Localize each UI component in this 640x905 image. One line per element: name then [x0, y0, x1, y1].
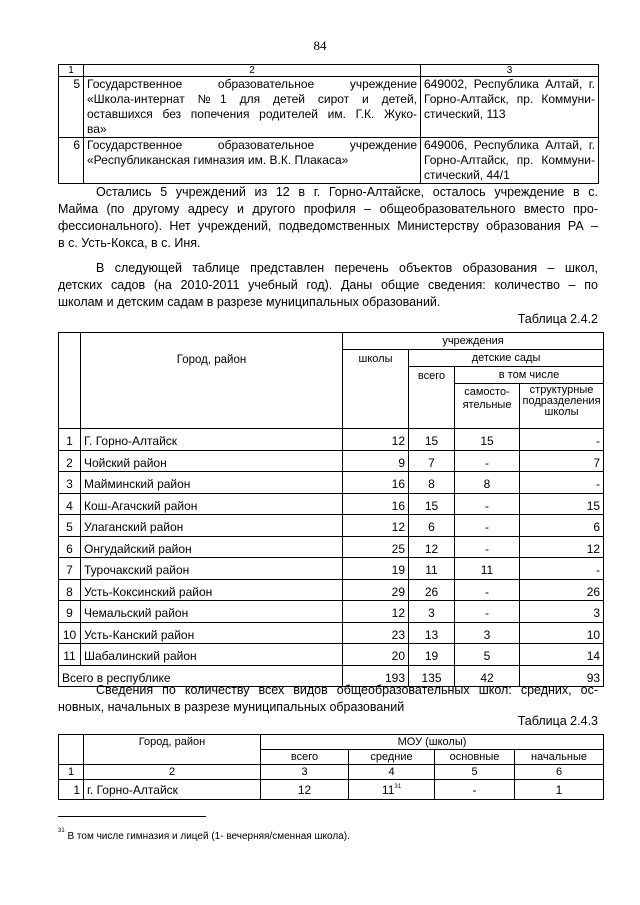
row-number: 6: [59, 138, 84, 184]
page-number: 84: [313, 38, 327, 53]
row-number: 6: [59, 536, 81, 558]
district-name: Шабалинский район: [81, 644, 343, 666]
kindergartens-independent: -: [455, 579, 520, 601]
col-number: 2: [84, 765, 261, 780]
schools-count: 12: [343, 515, 409, 537]
header-independent: самосто- ятельные: [455, 384, 520, 429]
kindergartens-structural: 14: [520, 644, 604, 666]
row-number: 8: [59, 579, 81, 601]
total-kindergartens: 135: [409, 665, 455, 687]
header-kindergartens-total: всего: [409, 367, 455, 429]
header-mou: МОУ (школы): [261, 735, 604, 750]
row-number: 1: [59, 780, 84, 800]
row-number: 5: [59, 515, 81, 537]
institutions-table-continued: [58, 64, 599, 184]
kindergartens-total: 13: [409, 622, 455, 644]
row-number: 1: [59, 429, 81, 451]
schools-count: 12: [343, 601, 409, 623]
schools-total: 12: [261, 780, 349, 800]
row-number: 3: [59, 472, 81, 494]
kindergartens-independent: -: [455, 515, 520, 537]
header-total: всего: [261, 750, 349, 765]
column-number-row: [59, 765, 604, 780]
kindergartens-structural: 26: [520, 579, 604, 601]
table-caption: Таблица 2.4.3: [517, 714, 598, 728]
table-row: [59, 558, 604, 580]
header-basic: основные: [435, 750, 515, 765]
table-row: [59, 450, 604, 472]
header-city: Город, район: [81, 333, 343, 429]
col-number: 3: [261, 765, 349, 780]
table-row: [59, 493, 604, 515]
kindergartens-structural: 12: [520, 536, 604, 558]
header-primary: начальные: [515, 750, 604, 765]
district-name: Усть-Канский район: [81, 622, 343, 644]
kindergartens-independent: 8: [455, 472, 520, 494]
kindergartens-structural: 15: [520, 493, 604, 515]
header-institutions: учреждения: [343, 333, 604, 350]
header-secondary: средние: [349, 750, 435, 765]
col-number: 6: [515, 765, 604, 780]
kindergartens-independent: -: [455, 601, 520, 623]
kindergartens-structural: 6: [520, 515, 604, 537]
city-name: г. Горно-Алтайск: [84, 780, 261, 800]
schools-count: 16: [343, 472, 409, 494]
col-number: 1: [59, 65, 84, 77]
education-objects-table: [58, 332, 604, 687]
row-number: 7: [59, 558, 81, 580]
kindergartens-total: 6: [409, 515, 455, 537]
footnote-mark: 31: [58, 828, 65, 834]
kindergartens-independent: 5: [455, 644, 520, 666]
kindergartens-total: 8: [409, 472, 455, 494]
col-number: 5: [435, 765, 515, 780]
col-number: 3: [421, 65, 599, 77]
table-row: [59, 138, 599, 184]
footnote-separator: [58, 816, 206, 817]
district-name: Кош-Агачский район: [81, 493, 343, 515]
table-row: [59, 644, 604, 666]
row-number: 9: [59, 601, 81, 623]
kindergartens-total: 11: [409, 558, 455, 580]
header-number: [59, 735, 84, 765]
table-row: [59, 579, 604, 601]
header-structural: структурные подразделения школы: [520, 384, 604, 429]
header-schools: школы: [343, 350, 409, 429]
district-name: Чемальский район: [81, 601, 343, 623]
kindergartens-independent: 11: [455, 558, 520, 580]
table-row: [59, 77, 599, 138]
col-number: 4: [349, 765, 435, 780]
table-caption: Таблица 2.4.2: [517, 312, 598, 326]
header-city: Город, район: [84, 735, 261, 765]
schools-count: 19: [343, 558, 409, 580]
district-name: Турочакский район: [81, 558, 343, 580]
table-row: [59, 601, 604, 623]
kindergartens-structural: 7: [520, 450, 604, 472]
row-number: 4: [59, 493, 81, 515]
kindergartens-structural: 3: [520, 601, 604, 623]
footnote-ref: 31: [394, 783, 402, 790]
district-name: Онгудайский район: [81, 536, 343, 558]
district-name: Майминский район: [81, 472, 343, 494]
table-row: [59, 622, 604, 644]
kindergartens-total: 26: [409, 579, 455, 601]
district-name: Улаганский район: [81, 515, 343, 537]
kindergartens-total: 19: [409, 644, 455, 666]
table-row: [59, 429, 604, 451]
total-schools: 193: [343, 665, 409, 687]
row-number: 10: [59, 622, 81, 644]
kindergartens-structural: -: [520, 558, 604, 580]
schools-count: 25: [343, 536, 409, 558]
kindergartens-total: 3: [409, 601, 455, 623]
kindergartens-structural: -: [520, 429, 604, 451]
col-number: 2: [84, 65, 421, 77]
kindergartens-independent: 15: [455, 429, 520, 451]
col-number: 1: [59, 765, 84, 780]
kindergartens-structural: 10: [520, 622, 604, 644]
district-name: Усть-Коксинский район: [81, 579, 343, 601]
district-name: Г. Горно-Алтайск: [81, 429, 343, 451]
schools-secondary: $11^{31}$: [349, 780, 435, 800]
kindergartens-total: 15: [409, 429, 455, 451]
kindergartens-total: 15: [409, 493, 455, 515]
kindergartens-independent: -: [455, 450, 520, 472]
paragraph-school-types: Сведения по количеству всех видов общеобразовательных школ: средних, ос- новных, начальных в разрезе муниципальных образований: [58, 683, 598, 714]
school-types-table: [58, 734, 604, 800]
table-row: [59, 515, 604, 537]
paragraph-remaining-institutions: Остались 5 учреждений из 12 в г. Горно-Алтайске, осталось учреждение в с. Майма (по другому адресу и другого профиля – общеобразовательного вместо про- фессионального). Нет учреждений, подведомственных Министерству образования РА – в с. Усть-Кокса, в с. Иня.: [58, 185, 598, 250]
kindergartens-total: 12: [409, 536, 455, 558]
kindergartens-total: 7: [409, 450, 455, 472]
header-kindergartens: детские сады: [409, 350, 604, 367]
total-label: Всего в республике: [59, 665, 343, 687]
schools-count: 9: [343, 450, 409, 472]
schools-count: 12: [343, 429, 409, 451]
schools-count: 29: [343, 579, 409, 601]
district-name: Чойский район: [81, 450, 343, 472]
column-number-row: [59, 65, 599, 77]
schools-count: 16: [343, 493, 409, 515]
institution-address: 649006, Республика Алтай, г. Горно-Алтайск, пр. Коммуни- стический, 44/1: [421, 138, 599, 184]
institution-name: Государственное образовательное учреждение «Республиканская гимназия им. В.К. Плакаса»: [84, 138, 421, 184]
table-row: [59, 780, 604, 800]
paragraph-table-intro: В следующей таблице представлен перечень объектов образования – школ, детских садов (на 2010-2011 учебный год). Даны общие сведения: количество – по школам и детским садам в разрезе муниципальных образований.: [58, 261, 598, 309]
kindergartens-structural: -: [520, 472, 604, 494]
row-number: 2: [59, 450, 81, 472]
kindergartens-independent: -: [455, 536, 520, 558]
table-row: [59, 472, 604, 494]
total-structural: 93: [520, 665, 604, 687]
row-number: 11: [59, 644, 81, 666]
schools-count: 20: [343, 644, 409, 666]
row-number: 5: [59, 77, 84, 138]
header-number: [59, 333, 81, 429]
footnote: $^{31}$ В том числе гимназия и лицей (1- вечерняя/сменная школа).: [58, 828, 350, 842]
total-independent: 42: [455, 665, 520, 687]
schools-basic: -: [435, 780, 515, 800]
schools-primary: 1: [515, 780, 604, 800]
kindergartens-independent: -: [455, 493, 520, 515]
header-including: в том числе: [455, 367, 604, 384]
institution-name: Государственное образовательное учреждение «Школа-интернат №1 для детей сирот и детей, оставшихся без попечения родителей им. Г.К. Жуко- ва»: [84, 77, 421, 138]
schools-count: 23: [343, 622, 409, 644]
kindergartens-independent: 3: [455, 622, 520, 644]
institution-address: 649002, Республика Алтай, г. Горно-Алтайск, пр. Коммуни- стический, 113: [421, 77, 599, 138]
table-row: [59, 536, 604, 558]
